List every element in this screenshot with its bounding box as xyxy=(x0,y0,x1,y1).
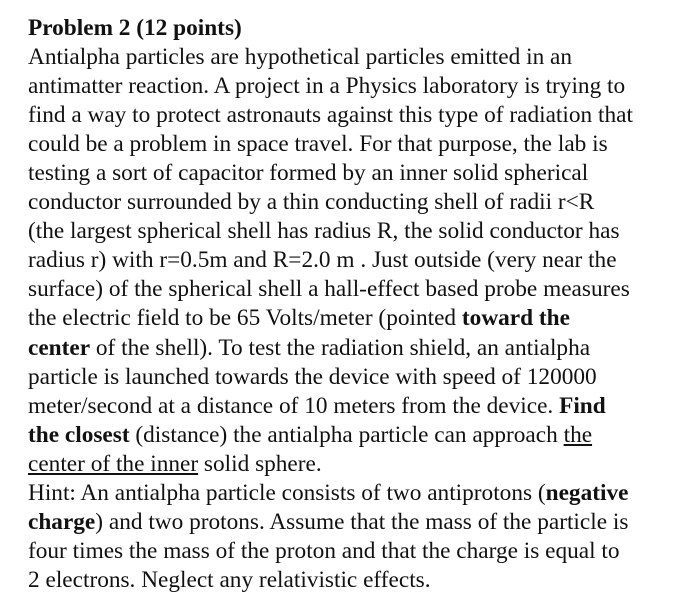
hint-line: four times the mass of the proton and that the charge is equal to xyxy=(28,537,620,564)
text-line: center of the shell). To test the radiation shield, an antialpha xyxy=(28,334,591,361)
bold-text: Find xyxy=(559,392,606,419)
text-line: the closest (distance) the antialpha particle can approach the xyxy=(28,421,593,448)
text-line: Antialpha particles are hypothetical particles emitted in an xyxy=(28,44,573,71)
hint-line: 2 electrons. Neglect any relativistic effects. xyxy=(28,566,431,593)
bold-text: charge xyxy=(28,508,96,535)
text-line: surface) of the spherical shell a hall-effect based probe measures xyxy=(28,276,630,303)
problem-document xyxy=(28,14,688,595)
hint-line: Hint: An antialpha particle consists of two antiprotons (negative xyxy=(28,479,629,506)
text-line: the electric field to be 65 Volts/meter (pointed toward the xyxy=(28,305,570,332)
text-line: conductor surrounded by a thin conducting shell of radii r<R xyxy=(28,189,595,216)
underlined-text: the xyxy=(563,421,593,448)
text-line: radius r) with r=0.5m and R=2.0 m . Just outside (very near the xyxy=(28,247,617,274)
problem-title: Problem 2 (12 points) xyxy=(28,15,242,41)
bold-text: negative xyxy=(545,479,629,506)
text-line: meter/second at a distance of 10 meters from the device. Find xyxy=(28,392,606,419)
text-line: (the largest spherical shell has radius R, the solid conductor has xyxy=(28,218,620,245)
text-line: find a way to protect astronauts against this type of radiation that xyxy=(28,102,633,129)
text-line: center of the inner solid sphere. xyxy=(28,450,322,477)
bold-text: center xyxy=(28,334,91,361)
text-line: could be a problem in space travel. For that purpose, the lab is xyxy=(28,131,608,158)
bold-text: the closest xyxy=(28,421,130,448)
text-line: antimatter reaction. A project in a Physics laboratory is trying to xyxy=(28,73,626,100)
text-line: testing a sort of capacitor formed by an inner solid spherical xyxy=(28,160,589,187)
text-line: particle is launched towards the device with speed of 120000 xyxy=(28,363,597,390)
underlined-text: center of the inner xyxy=(28,450,199,477)
bold-text: toward the xyxy=(461,305,570,332)
hint-line: charge) and two protons. Assume that the mass of the particle is xyxy=(28,508,629,535)
